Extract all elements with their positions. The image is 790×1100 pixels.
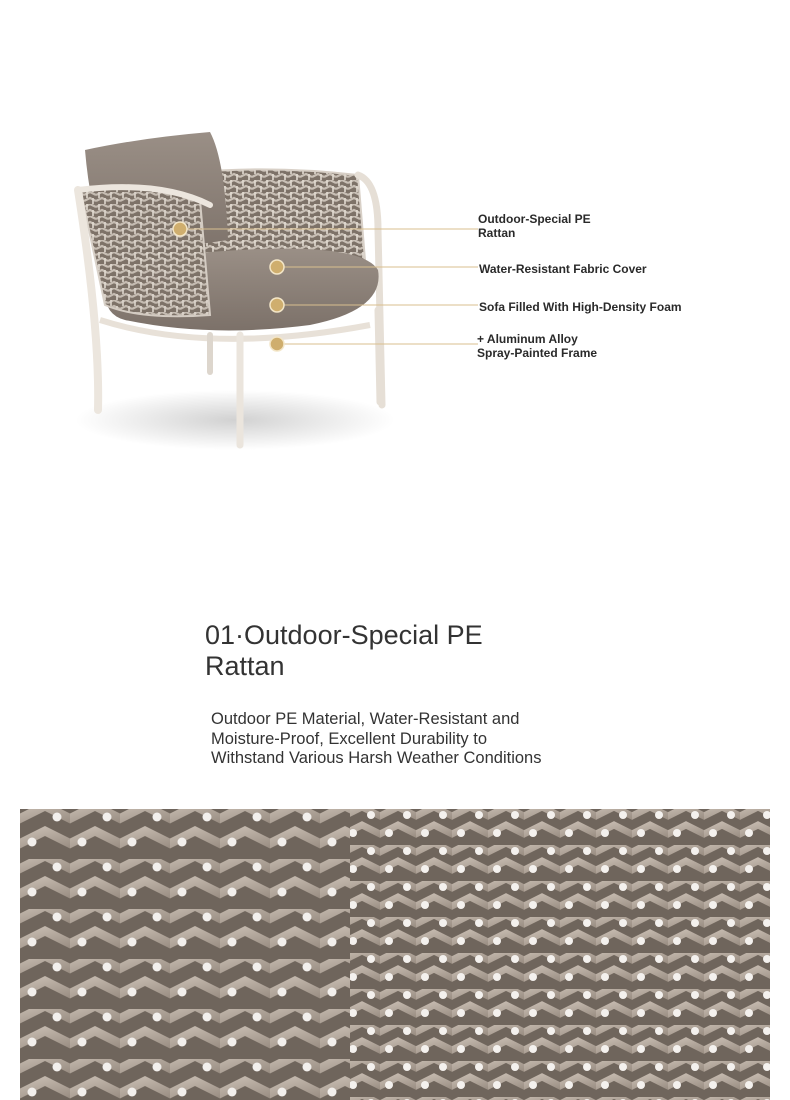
callout-text: Outdoor-Special PE [478, 212, 591, 226]
callout-label-frame [477, 332, 597, 360]
callout-text: Rattan [478, 226, 516, 240]
callout-text: + Aluminum Alloy [477, 332, 578, 346]
section-description-line: Withstand Various Harsh Weather Conditions [211, 749, 542, 767]
section-title-line: 01·Outdoor-Special PE [205, 620, 483, 650]
section-title [205, 620, 605, 682]
callout-text: Sofa Filled With High-Density Foam [479, 300, 682, 314]
section-description [211, 710, 601, 769]
section-description-line: Outdoor PE Material, Water-Resistant and [211, 710, 520, 728]
rattan-weave-closeup [20, 809, 770, 1100]
section-title-line: Rattan [205, 651, 285, 681]
callout-dot [270, 337, 284, 351]
callout-label-rattan [478, 212, 591, 240]
callout-dot [270, 298, 284, 312]
callout-dot [173, 222, 187, 236]
callout-dot [270, 260, 284, 274]
callout-text: Water-Resistant Fabric Cover [479, 262, 647, 276]
weave-left [20, 809, 350, 1100]
callout-label-foam [479, 300, 682, 314]
callout-leaders [0, 0, 790, 500]
callout-text: Spray-Painted Frame [477, 346, 598, 360]
weave-right [350, 809, 770, 1100]
callout-label-fabric [479, 262, 647, 276]
section-description-line: Moisture-Proof, Excellent Durability to [211, 729, 488, 748]
